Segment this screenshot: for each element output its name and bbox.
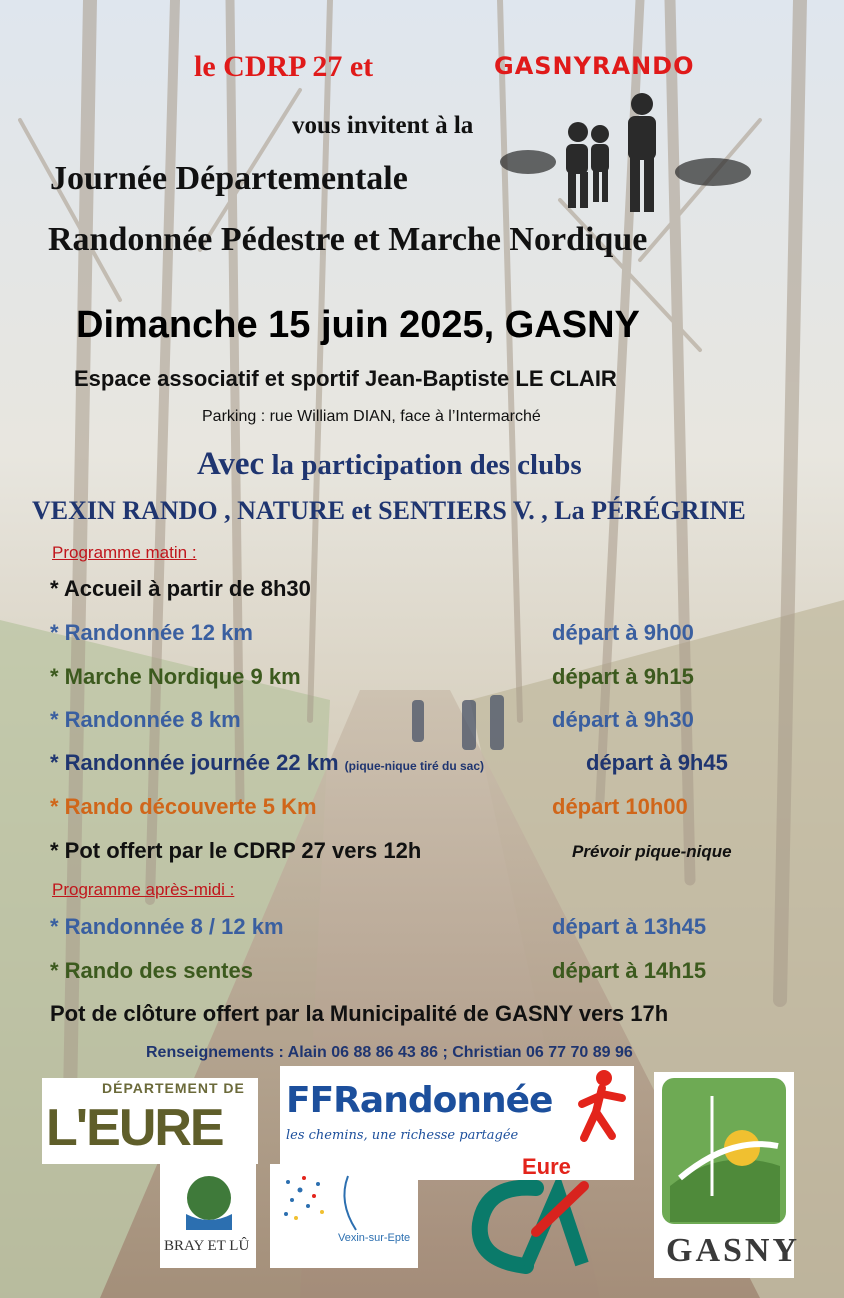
- picnic-note: Prévoir pique-nique: [572, 842, 732, 861]
- list-item-time: départ à 9h00: [552, 620, 694, 645]
- list-item: * Randonnée 8 km: [50, 707, 241, 732]
- credit-agricole-logo: [466, 1180, 590, 1276]
- ffr-tagline: les chemins, une richesse partagée: [286, 1128, 519, 1143]
- eure-logo-top: DÉPARTEMENT DE: [102, 1080, 245, 1096]
- list-item: * Randonnée 8 / 12 km: [50, 914, 284, 939]
- closing-pot: Pot de clôture offert par la Municipalité de GASNY vers 17h: [50, 1001, 669, 1026]
- avec-word: Avec: [197, 446, 265, 482]
- event-subtitle: Randonnée Pédestre et Marche Nordique: [48, 221, 648, 258]
- club-list: VEXIN RANDO , NATURE et SENTIERS V. , La PÉRÉGRINE: [32, 496, 746, 525]
- participation-text: la participation des clubs: [271, 449, 582, 481]
- bray-et-lu-logo: [160, 1164, 256, 1268]
- list-item-time: départ à 9h15: [552, 664, 694, 689]
- list-item-time: départ 10h00: [552, 794, 688, 819]
- hikers-silhouette-icon: [498, 92, 754, 216]
- ffr-region: Eure: [522, 1154, 571, 1179]
- vexin-dots-icon: [278, 1172, 410, 1232]
- pot-midday: * Pot offert par le CDRP 27 vers 12h: [50, 838, 422, 863]
- list-item: [50, 750, 484, 776]
- list-item-time: départ à 9h30: [552, 707, 694, 732]
- clubs-heading: [197, 446, 582, 483]
- afternoon-heading: Programme après-midi :: [52, 880, 235, 899]
- gasnyrando-logo-text: GASNYRANDO: [494, 52, 695, 80]
- list-item-time: départ à 9h45: [586, 750, 728, 775]
- gasny-logo: [654, 1072, 801, 1278]
- parking-info: Parking : rue William DIAN, face à l’Intermarché: [202, 408, 541, 425]
- event-title: Journée Départementale: [50, 160, 408, 197]
- vexin-sur-epte-logo: [270, 1164, 418, 1268]
- bray-emblem-icon: [184, 1174, 234, 1232]
- cdrp-title: le CDRP 27 et: [194, 50, 374, 83]
- ffrandonnee-logo: [280, 1066, 634, 1180]
- eure-logo-main: L'EURE: [46, 1099, 223, 1157]
- contact-info: Renseignements : Alain 06 88 86 43 86 ; Christian 06 77 70 89 96: [146, 1044, 633, 1061]
- welcome-time: * Accueil à partir de 8h30: [50, 576, 311, 601]
- invite-text: vous invitent à la: [292, 112, 474, 139]
- list-item: * Randonnée 12 km: [50, 620, 253, 645]
- list-item-time: départ à 13h45: [552, 914, 707, 939]
- list-item-note: (pique-nique tiré du sac): [344, 759, 484, 773]
- list-item: * Marche Nordique 9 km: [50, 664, 301, 689]
- list-item: * Rando découverte 5 Km: [50, 794, 317, 819]
- vexin-logo-text: Vexin-sur-Epte: [338, 1232, 411, 1244]
- venue: Espace associatif et sportif Jean-Baptiste LE CLAIR: [74, 366, 617, 391]
- bray-logo-text: BRAY ET LÛ: [164, 1238, 250, 1254]
- morning-heading: Programme matin :: [52, 543, 197, 562]
- ffr-hiker-icon: [574, 1068, 630, 1144]
- list-item-label: * Randonnée journée 22 km: [50, 750, 339, 775]
- event-date-place: Dimanche 15 juin 2025, GASNY: [76, 304, 640, 346]
- eure-logo: [42, 1078, 258, 1164]
- list-item-time: départ à 14h15: [552, 958, 707, 983]
- list-item: * Rando des sentes: [50, 958, 253, 983]
- gasny-logo-text: GASNY: [666, 1232, 801, 1269]
- gasny-emblem-icon: [660, 1076, 788, 1226]
- ffr-logo-main: FFRandonnée: [286, 1080, 553, 1121]
